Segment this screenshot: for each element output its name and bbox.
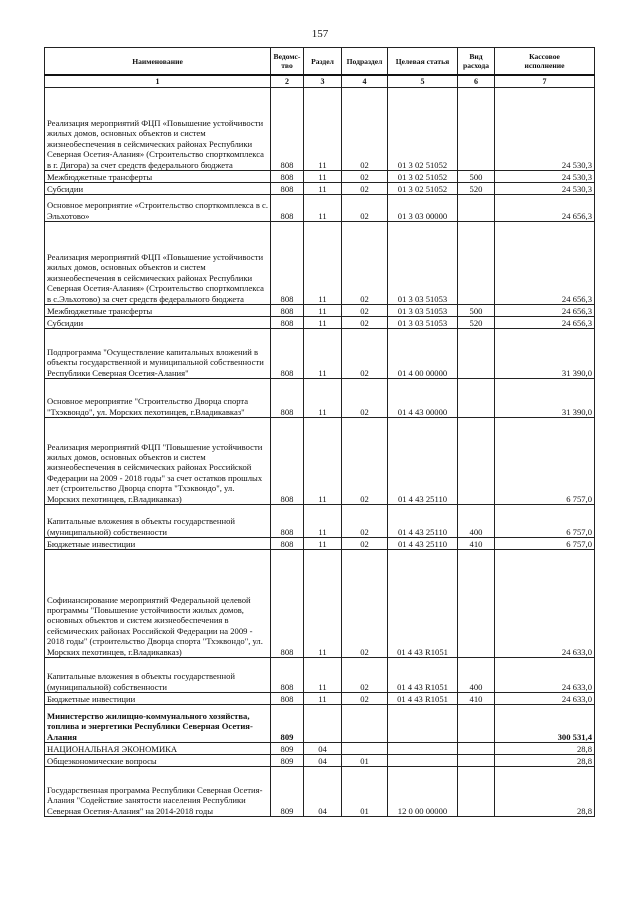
row-razdel: 11 [304,195,342,222]
row-vid: 400 [458,658,495,693]
row-tsel: 01 4 43 R1051 [388,693,458,705]
row-ved: 809 [271,767,304,817]
row-name: Бюджетные инвестиции [45,538,271,550]
row-tsel: 01 4 43 R1051 [388,658,458,693]
row-name: Министерство жилищно-коммунального хозяйства, топлива и энергетики Республики Северная Осетия-Алания [45,705,271,743]
row-vid [458,755,495,767]
row-summa: 28,8 [495,743,595,755]
column-number: 6 [458,75,495,88]
page-number: 157 [311,28,329,40]
row-name: Капитальные вложения в объекты государственной (муниципальной) собственности [45,658,271,693]
row-summa: 24 656,3 [495,305,595,317]
header-row [45,48,595,76]
row-name: Реализация мероприятий ФЦП "Повышение устойчивости жилых домов, основных объектов и систем жизнеобеспечения в сейсмических районах Российской Федерации на 2009 - 2018 годы" за счет остатков прошлых лет (строительство Дворца спорта "Тхэквондо", ул. Морских пехотинцев, г.Владикавказ) [45,418,271,505]
table-row [45,379,595,418]
row-razdel: 11 [304,171,342,183]
row-name: Основное мероприятие «Строительство спорткомплекса в с. Эльхотово» [45,195,271,222]
row-vid [458,329,495,379]
row-summa: 24 656,3 [495,317,595,329]
table-row [45,305,595,317]
row-ved: 808 [271,538,304,550]
column-number: 5 [388,75,458,88]
row-podrazdel: 01 [342,767,388,817]
row-podrazdel [342,743,388,755]
row-name: Капитальные вложения в объекты государственной (муниципальной) собственности [45,505,271,538]
table-row [45,538,595,550]
row-podrazdel: 02 [342,317,388,329]
row-podrazdel: 02 [342,505,388,538]
row-tsel [388,755,458,767]
row-name: Общеэкономические вопросы [45,755,271,767]
row-razdel: 11 [304,88,342,171]
row-name: Субсидии [45,183,271,195]
row-summa: 24 633,0 [495,658,595,693]
row-ved: 808 [271,305,304,317]
table-row [45,767,595,817]
row-ved: 808 [271,379,304,418]
row-summa: 24 530,3 [495,183,595,195]
row-vid [458,195,495,222]
row-podrazdel: 02 [342,693,388,705]
row-summa: 24 656,3 [495,222,595,305]
row-ved: 808 [271,317,304,329]
table-row [45,329,595,379]
row-tsel: 01 4 43 25110 [388,505,458,538]
row-name: Государственная программа Республики Северная Осетия-Алания "Содействие занятости населения Республики Северная Осетия-Алания" на 2014-2018 годы [45,767,271,817]
row-tsel: 01 4 43 R1051 [388,550,458,658]
column-number: 4 [342,75,388,88]
row-vid [458,222,495,305]
header-summa: Кассовое исполнение [495,48,595,76]
row-name: Подпрограмма "Осуществление капитальных вложений в объекты государственной и муниципальной собственности Республики Северная Осетия-Алания" [45,329,271,379]
table-row [45,222,595,305]
row-razdel: 11 [304,418,342,505]
column-number: 2 [271,75,304,88]
row-podrazdel: 02 [342,550,388,658]
row-vid: 520 [458,183,495,195]
row-razdel [304,705,342,743]
row-ved: 808 [271,418,304,505]
row-summa: 6 757,0 [495,418,595,505]
row-vid: 400 [458,505,495,538]
row-name: Бюджетные инвестиции [45,693,271,705]
row-vid [458,743,495,755]
row-name: НАЦИОНАЛЬНАЯ ЭКОНОМИКА [45,743,271,755]
row-tsel: 01 4 43 25110 [388,538,458,550]
row-ved: 808 [271,658,304,693]
row-razdel: 11 [304,317,342,329]
table-row [45,171,595,183]
row-name: Реализация мероприятий ФЦП «Повышение устойчивости жилых домов, основных объектов и систем жизнеобеспечения в сейсмических районах Республики Северная Осетия-Алания» (Строительство спорткомплекса в г. Дигора) за счет средств федерального бюджета [45,88,271,171]
row-ved: 808 [271,693,304,705]
row-tsel: 01 4 43 25110 [388,418,458,505]
header-tsel: Целевая статья [388,48,458,76]
row-tsel: 12 0 00 00000 [388,767,458,817]
row-summa: 6 757,0 [495,538,595,550]
row-summa: 24 530,3 [495,171,595,183]
table-row [45,693,595,705]
row-razdel: 11 [304,183,342,195]
table-row [45,550,595,658]
row-podrazdel: 02 [342,305,388,317]
table-row [45,658,595,693]
row-tsel: 01 3 02 51052 [388,88,458,171]
row-vid [458,418,495,505]
row-razdel: 11 [304,379,342,418]
row-razdel: 04 [304,767,342,817]
row-razdel: 11 [304,222,342,305]
header-name: Наименование [45,48,271,76]
table-row [45,505,595,538]
table-row [45,743,595,755]
budget-table [44,47,595,817]
column-number: 1 [45,75,271,88]
table-body [45,88,595,817]
table-row [45,88,595,171]
row-vid [458,379,495,418]
row-name: Реализация мероприятий ФЦП «Повышение устойчивости жилых домов, основных объектов и систем жизнеобеспечения в сейсмических районах Республики Северная Осетия-Алания» (Строительство спорткомплекса в с.Эльхотово) за счет средств федерального бюджета [45,222,271,305]
row-ved: 808 [271,550,304,658]
header-razdel: Раздел [304,48,342,76]
row-ved: 808 [271,222,304,305]
row-summa: 31 390,0 [495,379,595,418]
header-ved: Ведомс- тво [271,48,304,76]
row-vid: 500 [458,171,495,183]
row-razdel: 11 [304,505,342,538]
row-summa: 24 633,0 [495,550,595,658]
row-tsel: 01 3 03 51053 [388,222,458,305]
row-name: Субсидии [45,317,271,329]
column-number-row [45,75,595,88]
row-vid: 520 [458,317,495,329]
row-tsel: 01 3 03 51053 [388,317,458,329]
row-tsel [388,705,458,743]
row-razdel: 11 [304,305,342,317]
row-tsel: 01 3 03 00000 [388,195,458,222]
row-ved: 809 [271,755,304,767]
row-tsel [388,743,458,755]
row-summa: 28,8 [495,767,595,817]
row-summa: 300 531,4 [495,705,595,743]
row-podrazdel: 02 [342,658,388,693]
column-number: 7 [495,75,595,88]
row-vid [458,88,495,171]
row-podrazdel: 02 [342,538,388,550]
row-podrazdel [342,705,388,743]
row-summa: 24 633,0 [495,693,595,705]
row-razdel: 11 [304,329,342,379]
row-razdel: 04 [304,755,342,767]
row-tsel: 01 3 03 51053 [388,305,458,317]
row-vid [458,705,495,743]
row-summa: 31 390,0 [495,329,595,379]
table-row [45,183,595,195]
row-summa: 24 530,3 [495,88,595,171]
row-vid [458,550,495,658]
row-summa: 28,8 [495,755,595,767]
row-ved: 808 [271,505,304,538]
row-name: Межбюджетные трансферты [45,171,271,183]
row-razdel: 11 [304,693,342,705]
table-row [45,317,595,329]
row-ved: 809 [271,743,304,755]
row-vid [458,767,495,817]
row-vid: 410 [458,693,495,705]
table-row [45,195,595,222]
row-podrazdel: 02 [342,88,388,171]
row-podrazdel: 01 [342,755,388,767]
row-name: Основное мероприятие "Строительство Дворца спорта "Тхэквондо", ул. Морских пехотинцев, г.Владикавказ" [45,379,271,418]
row-razdel: 04 [304,743,342,755]
table-row [45,755,595,767]
row-podrazdel: 02 [342,195,388,222]
row-ved: 808 [271,171,304,183]
row-summa: 24 656,3 [495,195,595,222]
row-podrazdel: 02 [342,171,388,183]
table-row [45,418,595,505]
header-podrazdel: Подраздел [342,48,388,76]
row-ved: 808 [271,88,304,171]
row-podrazdel: 02 [342,183,388,195]
row-summa: 6 757,0 [495,505,595,538]
row-tsel: 01 3 02 51052 [388,171,458,183]
row-ved: 809 [271,705,304,743]
row-name: Софинансирование мероприятий Федеральной целевой программы "Повышение устойчивости жилых домов, основных объектов и систем жизнеобеспечения в сейсмических районах Российской Федерации на 2009 - 2018 годы" (строительство Дворца спорта "Тхэквондо", ул. Морских пехотинцев, г.Владикавказ) [45,550,271,658]
header-vid: Вид расхода [458,48,495,76]
row-podrazdel: 02 [342,418,388,505]
table-row [45,705,595,743]
row-tsel: 01 3 02 51052 [388,183,458,195]
row-vid: 410 [458,538,495,550]
row-podrazdel: 02 [342,222,388,305]
row-vid: 500 [458,305,495,317]
row-ved: 808 [271,183,304,195]
column-number: 3 [304,75,342,88]
row-podrazdel: 02 [342,329,388,379]
row-razdel: 11 [304,550,342,658]
row-tsel: 01 4 00 00000 [388,329,458,379]
row-podrazdel: 02 [342,379,388,418]
row-ved: 808 [271,329,304,379]
row-name: Межбюджетные трансферты [45,305,271,317]
row-tsel: 01 4 43 00000 [388,379,458,418]
row-razdel: 11 [304,538,342,550]
row-razdel: 11 [304,658,342,693]
row-ved: 808 [271,195,304,222]
